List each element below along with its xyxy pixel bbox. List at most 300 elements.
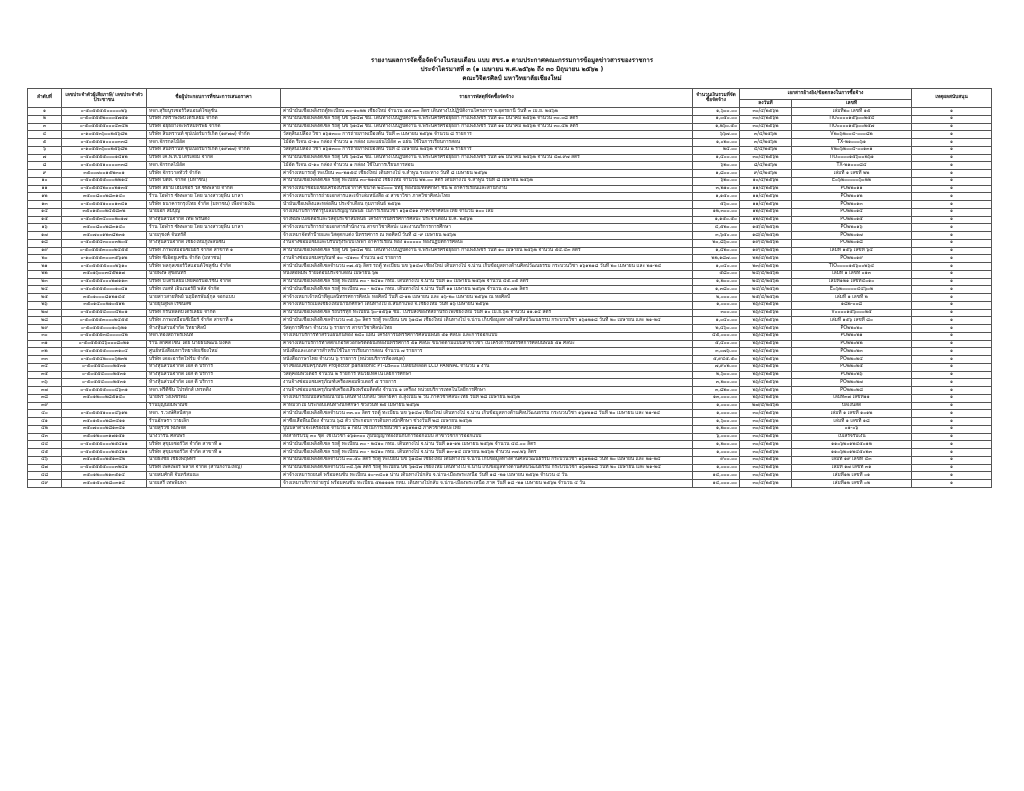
cell-no: ๖ — [28, 146, 62, 154]
cell-taxid: ๐-๕๐๕๕๔๐๐๐๒๕๓๑ — [62, 379, 147, 387]
cell-taxid: ๓๕๐๑๕๐๐๒๕๑๓๔๒ — [62, 456, 147, 464]
cell-date: ๒๖/๔/๒๕๖๒ — [740, 387, 792, 395]
cell-taxid: ๓๕๐๗๐๐๑๒๓๘๒๓๑ — [62, 232, 147, 240]
cell-reason: ๑ — [912, 131, 992, 139]
cell-date: ๙/๔/๒๕๖๒ — [740, 170, 792, 178]
cell-detail: ค่าจ้างเหมาบริการทำสติ๊กเกอร์ตัวอักษรติดผนังห้องนิทรรศการ ๕๑ ศิลปะ ขนาดตามแบบสาขาวิชา ในโครงการนิทรรศการศิลปนิพนธ์ ๕๑ ศิลปะ — [281, 340, 693, 348]
cell-detail: ค่าจ้างเหมารถเมล์เชียงใหม่นำนักศึกษา เดินทางไป อ.สันกำแพง จ.เชียงใหม่ วันที่ ๑๖ เมษายน ๒๕๖๒ — [281, 301, 693, 309]
cell-vendor: บริษัท ภาพเหมือนซีเนียร์ จำกัด สาขาที่ ๑ — [147, 317, 281, 325]
cell-detail: จ้างเหมาบริการถ่ายรูป พร้อมคนขับ ทะเบียน ๕๒๑๑๑๒ กทม. เดินทางไปกลับ จ.น่าน-เมืองพระเหนือ ภาค วันที่ ๑๘ -๒๑ เมษายน ๒๕๖๒ จำนวน ๔ วัน — [281, 480, 693, 488]
cell-amount: ๑,๔๒๐.๐๐ — [693, 247, 740, 255]
cell-date: ๒๖/๔/๒๕๖๒ — [740, 340, 792, 348]
cell-amount: ๒๐,๘๖๐.๐๐ — [693, 239, 740, 247]
table-row — [28, 387, 992, 395]
cell-taxid: ๐-๕๐๕๕๕๕๐๐๐๔๓๔๒ — [62, 123, 147, 131]
table-row — [28, 348, 992, 356]
cell-amount: ๑,๐๒๐.๐๐ — [693, 139, 740, 147]
cell-detail: งานจ้างซ่อมแซมครุภัณฑ์ ๑๐ -๔๑๓๐ จำนวน ๑๔ รายการ — [281, 255, 693, 263]
cell-no: ๔๑ — [28, 418, 62, 426]
cell-detail: ค่าน้ำมันเชื้อเพลิงดีเซล รถตู้ นข ๖๑๔๗ ชม. เดินทางไปปฏิบัติงาน จ.พระนครศรีอยุธยา กำแพงเพชร วันที่ ๑๒ มีนาคม ๒๕๖๒ จำนวน ๔๗.๙๗ ลิตร — [281, 154, 693, 162]
cell-amount: ๒๔.๐๐ — [693, 146, 740, 154]
cell-vendor: นายสาวสายทิพย์ นฤมิตรพันธุ์กุล จอกแบบ — [147, 294, 281, 302]
cell-docno: PO๒๒๐๑๙ — [792, 255, 912, 263]
cell-reason: ๑ — [912, 232, 992, 240]
cell-no: ๓๖ — [28, 379, 62, 387]
cell-amount: ๑,๐๔๐.๐๐ — [693, 317, 740, 325]
cell-vendor: ร้าน โอฬาร ซัพพลาย โดย นางสาวยุพิน มาลา — [147, 193, 281, 201]
cell-amount: ๑๔,๐๐๐.๐๐ — [693, 480, 740, 488]
cell-taxid — [62, 402, 147, 410]
table-row — [28, 270, 992, 278]
cell-vendor: บริษัท กรีนฟิลด์ปิโตรเลียม จำกัด — [147, 309, 281, 317]
cell-docno: V๒๐๖๒๐๐๔-๐๐๐๘๒ — [792, 131, 912, 139]
cell-amount: ๑,๐๔๐.๐๐ — [693, 263, 740, 271]
table-row — [28, 239, 992, 247]
cell-detail: ค่าจ้างเหมาเจ้าหน้าที่ดูแลนิทรรศการศิลปะ หอศิลป์ วันที่ ๘-๑๒ เมษายน และ ๑๖-๒๐ เมษายน ๒๕๖๒ ณ หอศิลป์ — [281, 294, 693, 302]
cell-detail: ค่าน้ำมันเชื้อเพลิงดีเซล รถตู้ ทะเบียน ๓๐ - ๒๔๑๐ กทม. เดินทางไป จ.น่าน วันที่ ๑๑-๑๒ เมษายน ๒๕๖๒ จำนวน ๔๔.๐๐ ลิตร — [281, 441, 693, 449]
cell-docno: เล่มที่ ๑ เลขที่ ๑๘ — [792, 418, 912, 426]
cell-no: ๑๕ — [28, 216, 62, 224]
cell-taxid: ๐-๕๐๕๕๔๒๐๐๐๒๑๓๕ — [62, 185, 147, 193]
table-row — [28, 263, 992, 271]
cell-no: ๒ — [28, 115, 62, 123]
cell-date: ๑๐/๔/๒๕๖๒ — [740, 177, 792, 185]
col-header-docno: เลขที่ — [792, 100, 912, 108]
cell-detail: หนังสือภาษาไทย จำนวน ๖ รายการ (หน่วยบริการห้องสมุด) — [281, 356, 693, 364]
cell-date: ๓/๔/๒๕๖๒ — [740, 139, 792, 147]
table-row — [28, 255, 992, 263]
cell-amount: ๑,๒๖๐.๕๐ — [693, 123, 740, 131]
cell-vendor: นายสุรวิช พิมพ์จิต — [147, 425, 281, 433]
cell-taxid: ๐-๕๐๕๕๕๐๐๐๒๕๔๑๑ — [62, 441, 147, 449]
table-row — [28, 123, 992, 131]
cell-date: ๓๐/๔/๒๕๖๒ — [740, 425, 792, 433]
cell-date: ๒๖/๔/๒๕๖๒ — [740, 348, 792, 356]
cell-vendor: นายยุนิสูพล เรซนิสซ์ — [147, 301, 281, 309]
table-row — [28, 379, 992, 387]
cell-taxid: ๐-๕๐๕๕๕๓๐๐๐๒๔๕๕ — [62, 317, 147, 325]
cell-docno: เล่มที่ ๑ เลขที่ ๑๐๑๒ — [792, 410, 912, 418]
cell-docno: TIO๐๐๐๐๑๕๖๐๐๒๖๔ — [792, 263, 912, 271]
table-row — [28, 402, 992, 410]
cell-docno: ๐๑-๐๖ — [792, 425, 912, 433]
cell-docno: เล่มที่ ๑๙ เลขที่ ๔๓ — [792, 456, 912, 464]
report-period: ประจำไตรมาสที่ ๓ (๑ เมษายน พ.ศ.๒๕๖๒ ถึง ๓๐ มิถุนายน ๒๕๖๒ ) — [420, 66, 604, 73]
cell-vendor: ร้าน โอฬาร ซัพพลาย โดย นางสาวยุพิน มาลา — [147, 224, 281, 232]
cell-detail: วัสดุการศึกษา จำนวน ๖ รายการ สาขาวิชาศิลปะไทย — [281, 325, 693, 333]
cell-no: ๓๕ — [28, 371, 62, 379]
table-row — [28, 115, 992, 123]
cell-reason: ๑ — [912, 348, 992, 356]
cell-reason: ๑ — [912, 294, 992, 302]
cell-vendor: ห้างหุ้นส่วนจำกัด เชียงใหม่ภูเพลินซัน — [147, 239, 281, 247]
cell-amount: ๗,๙๐๒.๐๐ — [693, 363, 740, 371]
cell-amount: ๑๔,๐๐๐.๐๐ — [693, 472, 740, 480]
cell-no: ๑๘ — [28, 239, 62, 247]
cell-detail: ค่าน้ำมันเชื้อเพลิงดีเซลจำนวน ๓๗.๕๖ ลิตร รถตู้ ทะเบียน นข ๖๑๔๗ เชียงใหม่ เดินทางไป จ.น่าน เก็บข้อมูลทางด้านศิลปวัฒนธรรม กระบวนวิชา ๑๖๑๒๑๘ วันที่ ๒๐ เมษายน และ ๒๑-๒๔ — [281, 263, 693, 271]
cell-date: ๒๖/๔/๒๕๖๒ — [740, 363, 792, 371]
cell-date: ๓๐/๔/๒๕๖๒ — [740, 449, 792, 457]
table-row — [28, 232, 992, 240]
cell-no: ๔๖ — [28, 456, 62, 464]
cell-detail: จ้างเหมาจัดทำป้ายและวัสดุตกแต่ง นิทรรศการ ณ หอศิลป์ วันที่ ๘ -๙ เมษายน ๒๕๖๒ — [281, 232, 693, 240]
cell-no: ๑๙ — [28, 247, 62, 255]
cell-reason: ๑ — [912, 356, 992, 364]
cell-taxid: ๐-๕๐๕๕๕๒๐๐๐๕๗๕๑ — [62, 115, 147, 123]
cell-vendor: บริษัท เพคเพอร์ พลาส จำกัด (สำนักงานใหญ่) — [147, 464, 281, 472]
cell-date: ๓๐/๔/๒๕๖๒ — [740, 472, 792, 480]
cell-no: ๑๒ — [28, 193, 62, 201]
cell-vendor: ห้างหุ้นส่วนจำกัด เอส ดี บริการ — [147, 371, 281, 379]
cell-docno: เล่มที่๓๗ เลขที่๑๑ — [792, 394, 912, 402]
cell-no: ๔๐ — [28, 410, 62, 418]
cell-date: ๒๖/๔/๒๕๖๒ — [740, 379, 792, 387]
cell-vendor: ร้านบุญนิยมพาณิช — [147, 402, 281, 410]
table-row — [28, 340, 992, 348]
cell-amount: ๔๕,๐๐๐.๐๐ — [693, 332, 740, 340]
table-row — [28, 425, 992, 433]
cell-detail: หนังสือพิมพ์ รายเดือนประจำเดือน เมษายน ๖๒ — [281, 270, 693, 278]
cell-taxid: ๐-๕๐๕๕๕๔๐๐๐๔๒๐๑ — [62, 309, 147, 317]
cell-detail: ค่าน้ำมันเชื้อเพลิงดีเซล รถตู้ นข ๖๑๔๗ ชม. เดินทางไปปฏิบัติงาน จ.พระนครศรีอยุธยา กำแพงเพชร วันที่ ๑๐ มีนาคม ๒๕๖๒ จำนวน ๓๐.๐๘ ลิตร — [281, 115, 693, 123]
table-row — [28, 193, 992, 201]
cell-vendor: ศูนย์หนังสือมหาวิทยาลัยเชียงใหม่ — [147, 348, 281, 356]
cell-amount: ๒,๐๐๐.๐๐ — [693, 294, 740, 302]
cell-vendor: บริษัท เดอะอาร์ตโฟร์ม จำกัด — [147, 356, 281, 364]
cell-detail: ค่าน้ำมันเชื้อเพลิงดีเซล รถตู้ นข ๖๑๔๗ ชม. เดินทางไปปฏิบัติงาน จ.พระนครศรีอยุธยา กำแพงเพชร วันที่ ๑๑ มีนาคม ๒๕๖๒ จำนวน ๓๐.๔๒ ลิตร — [281, 123, 693, 131]
cell-vendor: นางวาริน ศิลีปพร — [147, 433, 281, 441]
cell-amount: ๑,๓๘๐.๐๐ — [693, 286, 740, 294]
cell-date: ๒๖/๔/๒๕๖๒ — [740, 317, 792, 325]
cell-reason: ๑ — [912, 162, 992, 170]
cell-docno: PO๒๒๐๒๔ — [792, 356, 912, 364]
cell-docno: PO๒๒๐๑๖ — [792, 224, 912, 232]
cell-reason: ๑ — [912, 193, 992, 201]
cell-taxid: ๓๕๐๑๖๐๐๓๔๕๒๑๗ — [62, 270, 147, 278]
col-header-reason: เหตุผลสนับสนุน — [912, 89, 992, 108]
cell-detail: จ้างพิมพ์โปสเตอร์และวัสดุประชาสัมพันธ์ โครงการนิทรรศการศิลปะ ประจำเดือน มี.ค. ๒๕๖๒ — [281, 216, 693, 224]
cell-no: ๓๘ — [28, 394, 62, 402]
cell-reason: ๑ — [912, 170, 992, 178]
cell-amount: ๑,๔๐๐.๐๐ — [693, 154, 740, 162]
cell-date: ๑๒/๔/๒๕๖๒ — [740, 208, 792, 216]
cell-taxid: ๐-๕๐๕๕๕๑๐๐๐๑๓๔๑ — [62, 201, 147, 209]
cell-reason: ๑ — [912, 363, 992, 371]
cell-amount: ๓,๒๐๐.๐๐ — [693, 379, 740, 387]
cell-amount: ๙๐๐.๐๐ — [693, 456, 740, 464]
cell-amount: ๑๓,๐๐๐.๐๐ — [693, 394, 740, 402]
cell-vendor: หจก.ฟรีดีซีน โปรดักส์ เทรดดิ้ง — [147, 387, 281, 395]
cell-date: ๑๑/๔/๒๕๖๒ — [740, 193, 792, 201]
cell-date: ๑๒/๔/๒๕๖๒ — [740, 216, 792, 224]
cell-reason: ๑ — [912, 332, 992, 340]
cell-amount: ๑,๑๕๐.๕๐ — [693, 216, 740, 224]
cell-amount: ๖๒๐.๐๐ — [693, 162, 740, 170]
cell-no: ๗ — [28, 154, 62, 162]
cell-date: ๒๖/๔/๒๕๖๒ — [740, 371, 792, 379]
cell-date: ๓๐/๔/๒๕๖๒ — [740, 456, 792, 464]
cell-taxid: ๓๕๐๑๕๐๐๒๘๐๓๑๔ — [62, 480, 147, 488]
table-row — [28, 309, 992, 317]
cell-no: ๒๓ — [28, 278, 62, 286]
cell-reason: ๑ — [912, 441, 992, 449]
cell-docno: ใบเสร็จรับเงิน — [792, 433, 912, 441]
cell-docno: PO๒๒๐๑๔ — [792, 208, 912, 216]
cell-vendor: บริษัท ภัทราพงษ์ปิโตรเลียม จำกัด — [147, 115, 281, 123]
cell-detail: ค่าจ้างเหมารถยนต์ พร้อมคนขับ ทะเบียน ๑๐-๓๔๐๑ น่าน เดินทางไปกลับ จ.น่าน-เมืองพระเหนือ วันที่ ๑๘ -๒๑ เมษายน ๒๕๖๒ จำนวน ๔ วัน — [281, 472, 693, 480]
cell-vendor: บริษัท สินทรานท์ ซุปเปอร์มาร์เก็ต (๑๙๗๗) จำกัด — [147, 131, 281, 139]
cell-detail: จ้างซ่อมแซมครุภัณฑ์ Projector panasonic PT-LB๓๐๐ เปลี่ยนหลอด LCD PANNAL จำนวน ๑ งาน — [281, 363, 693, 371]
table-row — [28, 201, 992, 209]
table-row — [28, 139, 992, 147]
cell-detail: ค่าน้ำมันเชื้อเพลิงดีเซล รถตู้ ทะเบียน ๓๐ - ๒๔๑๐ กทม. เดินทางไป จ.น่าน วันที่ ๑๑ เมษายน ๒๕๖๒ จำนวน ๕๐.๗๑ ลิตร — [281, 286, 693, 294]
cell-amount: ๕,๔๐๐.๐๐ — [693, 340, 740, 348]
cell-vendor: หจก.จักรกลไม้อัด — [147, 162, 281, 170]
cell-vendor: หจก. ร.วงษ์ศิลป์สกุล — [147, 410, 281, 418]
cell-taxid: ๐-๑๐๕๕๕๓๐๐๓๕๖๑๒ — [62, 255, 147, 263]
cell-reason: ๑ — [912, 410, 992, 418]
cell-reason: ๑ — [912, 379, 992, 387]
cell-taxid: ๓๕๐๑๔๐๐๒๑๐๕๑๒ — [62, 301, 147, 309]
cell-taxid: ๐-๕๐๕๕๕๕๐๐๐๓๑๐๔ — [62, 348, 147, 356]
cell-docno: เล่มที่๑๒ เลขที่ ๐๑ — [792, 472, 912, 480]
cell-amount: ๕,๙๔๕.๕๐ — [693, 356, 740, 364]
cell-docno: PO๒๒๐๑๓ — [792, 201, 912, 209]
cell-date: ๒๖/๔/๒๕๖๒ — [740, 394, 792, 402]
table-row — [28, 394, 992, 402]
cell-detail: จ้างเหมาบริการทำรูปเล่มปริญญานิพนธ์ ในการเรียนวิชา ๑๖๑๔๑๑ ภาควิชาศิลปะไทย จำนวน ๑๐๐ เล่ม — [281, 208, 693, 216]
cell-date: ๓๐/๔/๒๕๖๒ — [740, 480, 792, 488]
cell-no: ๔๔ — [28, 441, 62, 449]
cell-vendor: บริษัท ปตท. จำกัด (มหาชน) — [147, 177, 281, 185]
cell-amount: ๖๒๐.๐๐ — [693, 177, 740, 185]
cell-reason: ๑ — [912, 301, 992, 309]
cell-reason: ๑ — [912, 449, 992, 457]
cell-docno: PO๒๒๐๒๐ — [792, 325, 912, 333]
cell-detail: ค่าน้ำมันเชื้อเพลิงดีเซล รถตู้ ทะเบียน ๓๐-๒๑๕๔ เชียงใหม่ จำนวน ๒๒.๐๐ ลิตร เดินทางไป จ.ลำพูน วันที่ ๘ เมษายน ๒๕๖๒ — [281, 177, 693, 185]
cell-vendor: บริษัท อยุธยาเจ๊ะพรหมทรัพย์ จำกัด — [147, 123, 281, 131]
cell-no: ๓ — [28, 123, 62, 131]
table-row — [28, 185, 992, 193]
cell-no: ๒๗ — [28, 309, 62, 317]
cell-no: ๒๔ — [28, 286, 62, 294]
cell-docno: เล่มที่ ๑๕๖ เลขที่ ๖๔ — [792, 247, 912, 255]
cell-vendor: บริษัท ภาพเหมือนซีเนียร์ จำกัด สาขาที่ ๑ — [147, 247, 281, 255]
cell-taxid: ๐-๕๐๕๕๕๑๐๐๐๐๓๓๘ — [62, 139, 147, 147]
cell-taxid: ๓๕๐๐๘๐๐๒๘๓๑๔๐ — [62, 193, 147, 201]
cell-detail: วัสดุคอมพิวเตอร์ จำนวน ๒ รายการ หน่วยเทคโนโลยีการศึกษา — [281, 371, 693, 379]
cell-reason: ๑ — [912, 402, 992, 410]
cell-reason: ๑ — [912, 286, 992, 294]
cell-detail: ไม้อัด รีเจน ๔-๑๐ กล่อง จำนวน ๑ กล่อง และแผ่นไม้อัด ๓ แผ่น ใช้ในการเรียนการสอน — [281, 139, 693, 147]
cell-no: ๔๓ — [28, 433, 62, 441]
cell-reason: ๑ — [912, 278, 992, 286]
cell-date: ๑๑/๔/๒๕๖๒ — [740, 201, 792, 209]
cell-amount: ๖๖๗.๐๐ — [693, 131, 740, 139]
table-row — [28, 286, 992, 294]
cell-vendor: บริษัท จักรวาลทัวร์ จำกัด — [147, 170, 281, 178]
cell-date: ๒๖/๔/๒๕๖๒ — [740, 356, 792, 364]
cell-docno: PO๒๒๐๒๑ — [792, 332, 912, 340]
col-header-vendor: ชื่อผู้ประกอบการที่ชนะการเสนอราคา — [147, 89, 281, 108]
cell-amount: ๓,๖๕๐.๐๐ — [693, 232, 740, 240]
table-row — [28, 146, 992, 154]
cell-amount: ๓,๐๗๖.๐๐ — [693, 348, 740, 356]
cell-detail: น้ำมันเชื้อเพลิงและหล่อลื่น ประจำเดือน กุมภาพันธ์ ๒๕๖๒ — [281, 201, 693, 209]
cell-no: ๔๕ — [28, 449, 62, 457]
cell-date: ๒๖/๔/๒๕๖๒ — [740, 301, 792, 309]
cell-reason: ๑ — [912, 425, 992, 433]
cell-amount: ๑,๐๐๐.๐๐ — [693, 410, 740, 418]
col-header-date: ลงวันที่ — [740, 100, 792, 108]
procurement-table — [27, 88, 992, 488]
cell-detail: วัสดุสิ้นเปลือง วิชา ๑๖๑๓๐๐ การถ่ายภาพเบื้องต้น วันที่ ๔ เมษายน ๒๕๖๒ จำนวน ๒ รายการ — [281, 146, 693, 154]
report-organization: คณะวิจิตรศิลป์ มหาวิทยาลัยเชียงใหม่ — [462, 75, 562, 82]
cell-taxid: ๓๕๐๑๒๐๐๒๘๕๑๔๐ — [62, 394, 147, 402]
cell-reason: ๑ — [912, 371, 992, 379]
cell-detail: ค่าน้ำมันเชื้อเพลิงดีเซลจำนวน ๓๔.๖๒ ลิตร รถตู้ ทะเบียน นข ๖๑๔๗ เชียงใหม่ เดินทางไป จ.น่าน เก็บข้อมูลทางด้านศิลปวัฒนธรรม กระบวนวิชา ๑๖๑๒๑๘ วันที่ ๒๐ เมษายน และ ๒๑-๒๔ — [281, 464, 693, 472]
cell-docno: เล่มที่๑๒๑ เลขที่๔๐๑๐ — [792, 278, 912, 286]
cell-docno: PO๒๒๐๒๗ — [792, 379, 912, 387]
cell-taxid: ๐-๑๐๕๕๓๖๐๐๒๕๖๘๒ — [62, 131, 147, 139]
cell-vendor: นายพงษ์ สุขอินทร์ — [147, 270, 281, 278]
cell-docno: E๐๖๒๐๐๐๐๐๖๐๒๒ — [792, 177, 912, 185]
cell-docno: เล่มที่๑๒ เลขที่ ๐๒ — [792, 480, 912, 488]
cell-docno: PO๒๒๐๒๒ — [792, 340, 912, 348]
cell-taxid: ๓๕๐๗๐๐๐๒๘๑๓๔๑ — [62, 425, 147, 433]
cell-taxid: ๐-๕๐๕๕๕๕๐๐๐๑๐๔๑ — [62, 286, 147, 294]
cell-amount: ๑,๘๐๐.๐๐ — [693, 170, 740, 178]
col-header-detail: รายการพัสดุที่จัดซื้อจัดจ้าง — [281, 89, 693, 108]
cell-docno: PO๒๒๐๒๘ — [792, 387, 912, 395]
cell-date: ๑๘/๔/๒๕๖๒ — [740, 232, 792, 240]
cell-date: ๒๖/๔/๒๕๖๒ — [740, 309, 792, 317]
cell-detail: ค่าซื้อเสื้อพื้นเมือง จำนวน ๖๘ ตัว ประกอบการเดินทางนักศึกษา ช่วงวันที่ ๒๘ เมษายน ๒๕๖๒ — [281, 418, 693, 426]
cell-no: ๒๘ — [28, 317, 62, 325]
procurement-rows — [28, 108, 992, 488]
cell-detail: วัสดุสิ้นเปลือง วิชา ๑๖๑๓๐๐ การถ่ายภาพเบื้องต้น วันที่ ๓ เมษายน ๒๕๖๒ จำนวน ๘ รายการ — [281, 131, 693, 139]
cell-reason: ๑ — [912, 418, 992, 426]
cell-no: ๑๓ — [28, 201, 62, 209]
cell-docno: เล่มที่ ๑ เลขที่ ๐๑๓ — [792, 270, 912, 278]
cell-docno: PO๒๒๐๒๕ — [792, 363, 912, 371]
cell-no: ๕ — [28, 139, 62, 147]
cell-docno: TX-๒๑๐๐๐๖๑ — [792, 139, 912, 147]
cell-amount: ๒๒,๑๘๗.๐๐ — [693, 255, 740, 263]
cell-detail: ค่าน้ำมันเชื้อเพลิงดีเซล รถบรรทุก ทะเบียน ๖๐-๑๕๖๑ ชม. ไปรับสิ่งของที่สถานีรถไฟเชียงใหม่ วันที่ ๑๐ เม.ย.๖๒ จำนวน ๑๑.๑๔ ลิตร — [281, 309, 693, 317]
cell-taxid: ๓๕๐๑๐๐๐๘๑๒๑๔๕ — [62, 294, 147, 302]
cell-reason: ๑ — [912, 394, 992, 402]
table-row — [28, 278, 992, 286]
table-row — [28, 208, 992, 216]
cell-amount: ๓,๒๑๐.๐๐ — [693, 185, 740, 193]
table-row — [28, 317, 992, 325]
cell-vendor: บริษัท ปิโตรเลียมไทยคอร์ปอเรชั่น จำกัด — [147, 278, 281, 286]
table-row — [28, 162, 992, 170]
cell-reason: ๑ — [912, 185, 992, 193]
table-row — [28, 325, 992, 333]
cell-docno: PO๒๒๐๑๕ — [792, 216, 912, 224]
cell-date: ๑๙/๔/๒๕๖๒ — [740, 247, 792, 255]
cell-amount: ๑,๒๐๐.๐๐ — [693, 441, 740, 449]
cell-docno: PO๒๒๐๒๖ — [792, 371, 912, 379]
cell-docno: TIO๐๐๐๐๑๕๖๐๐๒๕๗ — [792, 123, 912, 131]
cell-docno: เล่มที่๒๐ เลขที่ ๑๕ — [792, 108, 912, 116]
cell-reason: ๑ — [912, 139, 992, 147]
cell-reason: ๑ — [912, 263, 992, 271]
table-row — [28, 456, 992, 464]
cell-no: ๒๕ — [28, 294, 62, 302]
cell-amount: ๑,๖๐๐.๐๐ — [693, 108, 740, 116]
cell-taxid: ๐-๕๐๕๕๕๐๐๐๒๕๔๑๑ — [62, 449, 147, 457]
cell-vendor: ห้างหุ้นส่วนจำกัด เอส ดี บริการ — [147, 379, 281, 387]
cell-detail: ค่าจ้างเหมาบริการถ่ายเอกสารและเข้าเล่มหนังสือ ๕ สาขาวิชา ภาควิชาศิลปะไทย — [281, 193, 693, 201]
cell-date: ๒๔/๔/๒๕๖๒ — [740, 270, 792, 278]
cell-vendor: บริษัท เบสท์ เอ็นเนอร์ยี่ พลัส จำกัด — [147, 286, 281, 294]
col-header-amount: จำนวนเงินรวมที่จัดซื้อจัดจ้าง — [693, 89, 740, 108]
cell-amount: ๖,๐๐๐.๐๐ — [693, 433, 740, 441]
cell-date: ๑๕/๔/๒๕๖๒ — [740, 224, 792, 232]
cell-detail: สิ่งสำหรับวิ้มุ ๓๐ ชุด ใช้ในวิชา ๑๖๑๓๐๐ ภูมิปัญญาท้องถิ่นกับการออกแบบ สาขาวิชาการออกแบบ — [281, 433, 693, 441]
cell-vendor: นายธงชัย เชียงพฤษ์ทร์ — [147, 456, 281, 464]
cell-date: ๒๕/๔/๒๕๖๒ — [740, 294, 792, 302]
table-row — [28, 410, 992, 418]
cell-no: ๔๗ — [28, 464, 62, 472]
table-row — [28, 363, 992, 371]
cell-no: ๒๙ — [28, 325, 62, 333]
cell-taxid: ๐-๕๐๕๕๕๕๐๐๐๑๔๑๒ — [62, 154, 147, 162]
cell-vendor: บริษัท ซีเอ็ดยูเคชั่น จำกัด (มหาชน) — [147, 255, 281, 263]
cell-docno: ๑๑๐๖๒๐๑๒๔๕๐๒๓ — [792, 449, 912, 457]
cell-reason: ๑ — [912, 340, 992, 348]
cell-amount: ๓,๘๒๐.๐๐ — [693, 387, 740, 395]
cell-amount: ๑๒,๓๐๐.๐๐ — [693, 208, 740, 216]
cell-taxid: ๐-๕๐๕๕๓๔๐๐๐๒๐๑๗ — [62, 216, 147, 224]
cell-reason: ๑ — [912, 464, 992, 472]
cell-amount: ๑,๐๐๐.๐๐ — [693, 449, 740, 457]
cell-amount: ๑,๖๐๐.๐๐ — [693, 418, 740, 426]
cell-no: ๓๒ — [28, 348, 62, 356]
table-row — [28, 441, 992, 449]
table-row — [28, 449, 992, 457]
cell-amount: ๕๘๐.๐๐ — [693, 270, 740, 278]
cell-docno: PO๒๒๐๑๒ — [792, 193, 912, 201]
cell-reason: ๑ — [912, 216, 992, 224]
cell-taxid: ๐-๕๐๕๕๕๓๔๐๐๐๐๔๒ — [62, 332, 147, 340]
cell-detail: ค่าจ้างเหมารถตู้ ทะเบียน ๓๐-๒๑๕๔ เชียงใหม่ เดินทางไป จ.ลำพูน ระยะทาง วันที่ ๘ เมษายน ๒๕๖๒ — [281, 170, 693, 178]
cell-reason: ๑ — [912, 309, 992, 317]
cell-date: ๒๔/๔/๒๕๖๒ — [740, 278, 792, 286]
cell-date: ๓๐/๔/๒๕๖๒ — [740, 433, 792, 441]
cell-no: ๓๑ — [28, 340, 62, 348]
table-row — [28, 247, 992, 255]
cell-date: ๓๐/๔/๒๕๖๒ — [740, 418, 792, 426]
cell-date: ๒๖/๔/๒๕๖๒ — [740, 332, 792, 340]
table-row — [28, 301, 992, 309]
table-row — [28, 472, 992, 480]
cell-date: ๒๖/๔/๒๕๖๒ — [740, 325, 792, 333]
cell-detail: งานจ้างซ่อมแซมครุภัณฑ์เครื่องคอมพิวเตอร์ ๕ รายการ — [281, 379, 693, 387]
cell-taxid: ๐-๕๐๕๕๕๐๐๐๒๗๑๑๓ — [62, 278, 147, 286]
cell-taxid: ๐-๑๐๕๕๓๖๐๐๒๕๖๘๒ — [62, 146, 147, 154]
cell-detail: จ้างเหมารถมินิบัสพร้อมน้ำมัน เดินทางไปกลับ วัดลายคำ อ.สูงเนิน ๒ วัน ภาควิชาศิลปะไทย วันที่ ๒๘ เมษายน ๒๕๖๒ — [281, 394, 693, 402]
cell-detail: ค่าหมวกไม้ ประกอบเดินทางนักศึกษา ช่วงวันที่ ๒๕ เมษายน ๒๕๖๒ — [281, 402, 693, 410]
cell-date: ๑๙/๔/๒๕๖๒ — [740, 239, 792, 247]
cell-docno: PO๒๒๐๑๘ — [792, 239, 912, 247]
cell-date: ๒๔/๔/๒๕๖๒ — [740, 286, 792, 294]
cell-date: ๓๐/๔/๒๕๖๒ — [740, 154, 792, 162]
cell-taxid: ๐-๕๐๕๕๔๐๐๐๒๕๓๑ — [62, 371, 147, 379]
